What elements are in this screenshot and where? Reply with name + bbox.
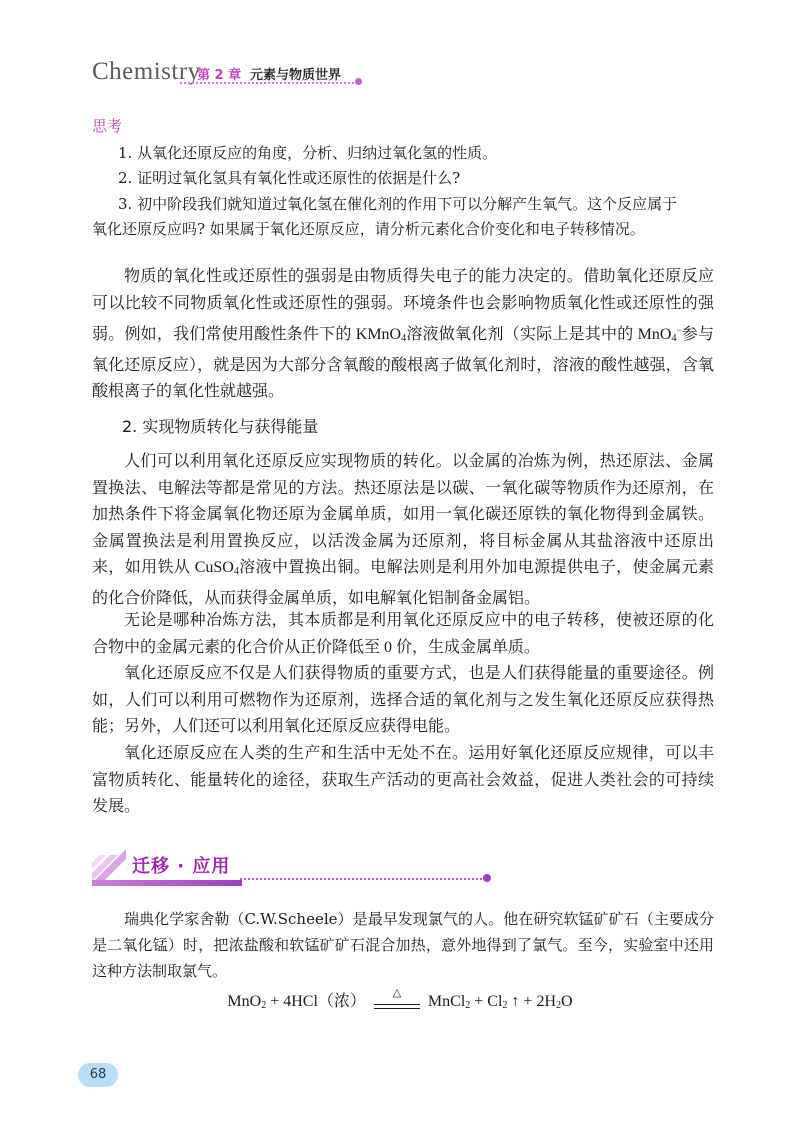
eq-product-3a: 2H: [536, 993, 557, 1010]
section-heading: 2. 实现物质转化与获得能量: [122, 417, 319, 436]
p1-text-c: 参与氧化还原反应），就是因为大部分含氧酸的酸根离子做氧化剂时，溶液的酸性越强，含氧酸根离子的氧化性就越强。: [92, 326, 714, 400]
application-title: 迁移 · 应用: [132, 856, 231, 877]
heat-condition: △: [392, 987, 402, 1000]
eq-product-2: Cl: [487, 993, 503, 1010]
paragraph-oxidizing-strength: [92, 264, 714, 406]
paragraph-metal-smelting: [92, 449, 714, 612]
paragraph-everywhere: 氧化还原反应在人类的生产和生活中无处不在。运用好氧化还原反应规律，可以丰富物质转化、能量转化的途径，获取生产活动的更高社会效益，促进人类社会的可持续发展。: [92, 745, 714, 815]
think-question-2: 2. 证明过氧化氢具有氧化性或还原性的依据是什么?: [118, 169, 461, 187]
banner-bar: [92, 880, 242, 886]
think-question-1: 1. 从氧化还原反应的角度，分析、归纳过氧化氢的性质。: [118, 144, 498, 162]
banner-stripes-icon: [92, 847, 126, 883]
eq-plus-1: +: [266, 993, 284, 1010]
header-dot: [355, 78, 362, 85]
p2-text-b: 溶液中置换出铜。电解法则是利用外加电源提供电子，使金属元素的化合价降低，从而获得金属单质，如电解氧化铝制备金属铝。: [92, 559, 714, 607]
eq-condition: [374, 987, 420, 1012]
chemical-equation: [0, 988, 800, 1012]
header-chapter-label: 第 2 章: [197, 68, 242, 83]
p1-text-b: 溶液做氧化剂（实际上是其中的 MnO: [406, 326, 672, 343]
p1-text-a: 物质的氧化性或还原性的强弱是由物质得失电子的能力决定的。借助氧化还原反应可以比较不同物质氧化性或还原性的强弱。环境条件也会影响物质氧化性或还原性的强弱。例如，我们常使用酸性条件下的 KMnO: [92, 268, 714, 343]
paragraph-energy: 氧化还原反应不仅是人们获得物质的重要方式，也是人们获得能量的重要途径。例如，人们可以利用可燃物作为还原剂，选择合适的氧化剂与之发生氧化还原反应获得热能；另外，人们还可以利用氧化还原反应获得电能。: [92, 665, 714, 735]
banner-dotted-line: [240, 878, 486, 880]
eq-reactant-2: 4HCl（浓）: [283, 993, 366, 1010]
p1-sub-mno4: 4: [671, 333, 677, 344]
application-text: 瑞典化学家舍勒（C.W.Scheele）是最早发现氯气的人。他在研究软锰矿矿石（主要成分是二氧化锰）时，把浓盐酸和软锰矿矿石混合加热，意外地得到了氯气。至今，实验室中还用这种方法制取氯气。: [92, 910, 714, 980]
think-question-3-line1: 3. 初中阶段我们就知道过氧化氢在催化剂的作用下可以分解产生氧气。这个反应属于: [118, 195, 678, 213]
eq-plus-3: +: [519, 993, 537, 1010]
eq-plus-2: +: [470, 993, 488, 1010]
banner-dot: [483, 874, 491, 882]
eq-reactant-1: MnO: [227, 993, 262, 1010]
think-question-3-line2: 氧化还原反应吗? 如果属于氧化还原反应，请分析元素化合价变化和电子转移情况。: [92, 220, 645, 238]
think-label: 思考: [92, 117, 123, 135]
eq-product-1: MnCl: [427, 993, 466, 1010]
page-number: 68: [78, 1063, 118, 1087]
header-chapter-title: 元素与物质世界: [250, 68, 342, 83]
eq-gas-arrow: ↑: [507, 993, 520, 1010]
header-dotted-line: [180, 82, 358, 84]
eq-reactant-1-sub: 2: [261, 1000, 267, 1011]
p2-sub-cuso4: 4: [233, 566, 239, 577]
p1-sub-kmno4: 4: [401, 333, 407, 344]
p2-text-a: 人们可以利用氧化还原反应实现物质的转化。以金属的冶炼为例，热还原法、金属置换法、电解法等都是常见的方法。热还原法是以碳、一氧化碳等物质作为还原剂，在加热条件下将金属氧化物还原为金属单质，如用一氧化碳还原铁的氧化物得到金属铁。金属置换法是利用置换反应，以活泼金属为还原剂，将目标金属从其盐溶液中还原出来，如用铁从 CuSO: [92, 453, 714, 576]
eq-product-1-sub: 2: [465, 1000, 471, 1011]
header-brand: Chemistry: [92, 58, 201, 85]
eq-product-3-sub: 2: [556, 1000, 562, 1011]
eq-product-3b: O: [561, 993, 573, 1010]
eq-product-2-sub: 2: [502, 1000, 508, 1011]
p1-sup-mno4: −: [676, 325, 682, 335]
paragraph-essence: 无论是哪种冶炼方法，其本质都是利用氧化还原反应中的电子转移，使被还原的化合物中的金属元素的化合价从正价降低至 0 价，生成金属单质。: [92, 612, 714, 656]
